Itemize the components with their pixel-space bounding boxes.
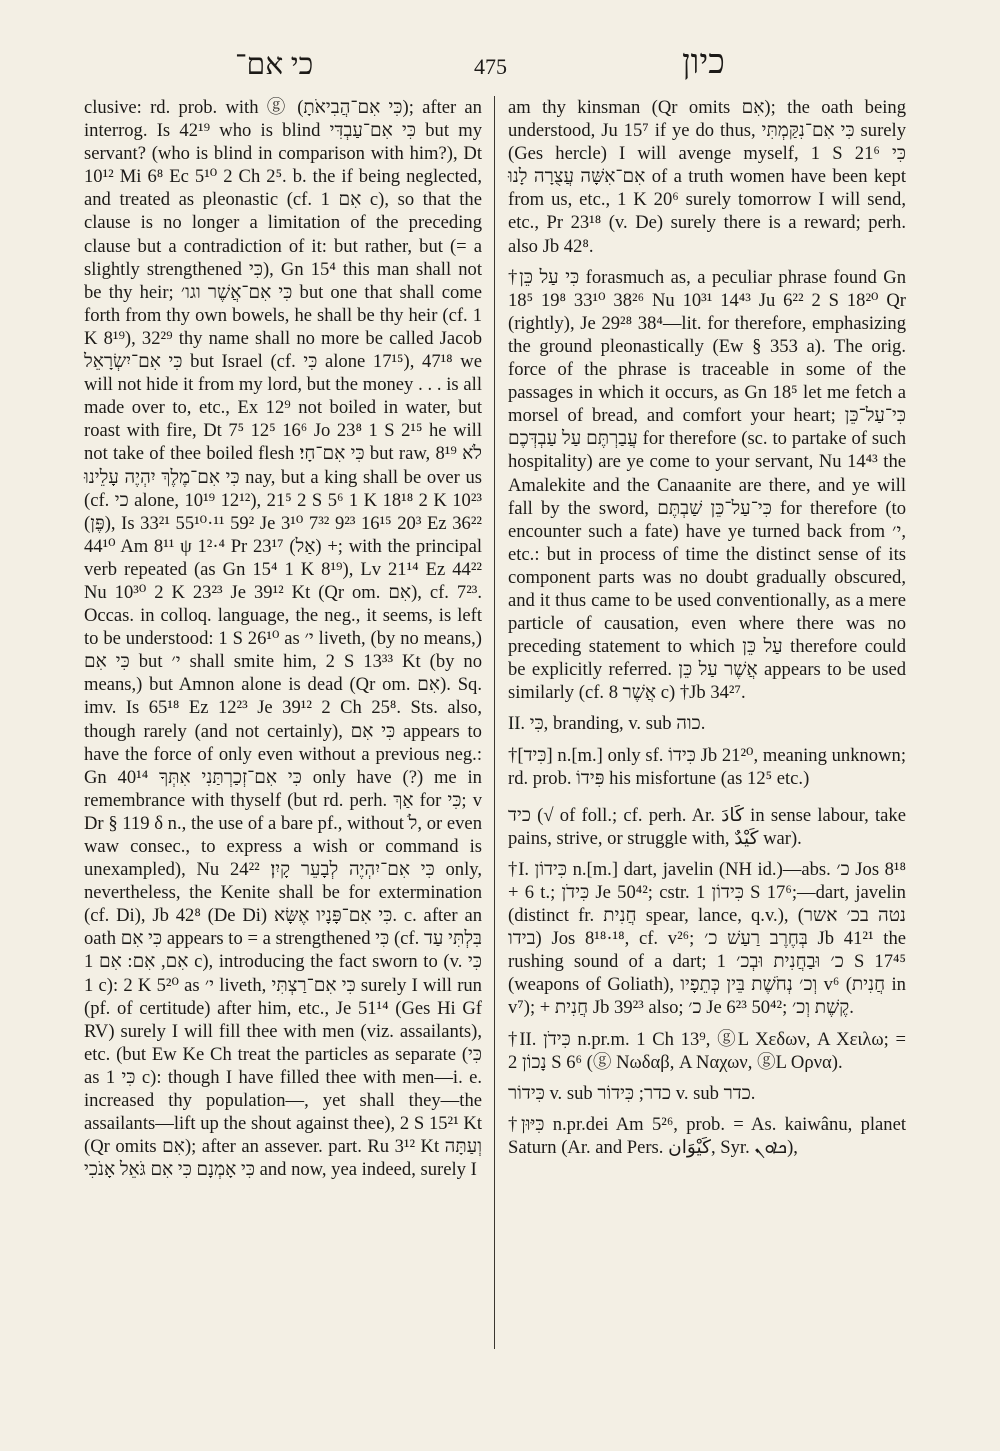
- entry-ki-branding: II. כִּי, branding, v. sub כוה.: [508, 713, 706, 735]
- column-divider: [494, 96, 495, 1349]
- entry-kid-root: כיד (√ of foll.; cf. perh. Ar. كَادَ in sense labour, take pains, strive, or struggle with, كَيْدٌ war).: [508, 804, 906, 849]
- right-column: [508, 96, 906, 1159]
- entry-kidon-dart: †I. כִּידוֹן n.[m.] dart, javelin (NH id.)—abs. כ׳ Jos 8¹⁸ + 6 t.; כִּידֹן Je 50⁴²; cstr. כִּידוֹן 1 S 17⁶;—dart, javelin (distinct fr. חֲנִית spear, lance, q.v.), (נטה בכ׳ אשר בידו) Jos 8¹⁸·¹⁸, cf. v²⁶; בְּחֶרֶב רַעַשׁ כ׳ Jb 41²¹ the rushing sound of a dart; כ׳ וּבַחֲנִית וּבְכ׳ 1 S 17⁴⁵ (weapons of Goliath), וְכ׳ נְחֹשֶׁת בֵּין כְּתֵפָיו v⁶ (חֲנִית in v⁷); + חֲנִית Jb 39²³ also; כ׳ Je 6²³ 50⁴²; קֶשֶׁת וְכ׳.: [508, 858, 906, 1019]
- header-left-keyword: כי אם־: [235, 48, 314, 81]
- left-column-text: clusive: rd. prob. with ⓖ (כִּי אִם־הֲבִיאֹתָ); after an interrog. Is 42¹⁹ who is blind כִּי אִם־עַבְדִּי but my servant? (who is blind in comparison with him?), Dt 10¹² Mi 6⁸ Ec 5¹⁰ 2 Ch 2⁵. b. the if being neglected, and treated as pleonastic (cf. אִם 1 c), so that the clause is no longer a limitation of the preceding clause but a contradiction of it: but rather, but (= a slightly strengthened כִּי), Gn 15⁴ this man shall not be thy heir; כִּי אִם־אֲשֶׁר וגו׳ but one that shall come forth from thy own bowels, he shall be thy heir (cf. 1 K 8¹⁹), 32²⁹ thy name shall no more be called Jacob כִּי אִם־יִשְׂרָאֵל but Israel (cf. כִּי alone 17¹⁵), 47¹⁸ we will not hide it from my lord, but the money . . . is all made over to, etc., Ex 12⁹ not boiled in water, but roast with fire, Dt 7⁵ 12⁵ 16⁶ Jo 23⁸ 1 S 2¹⁵ he will not take of thee boiled flesh כִּי אִם־חָי׃ but raw, 8¹⁹ לֹא כִּי אִם־מֶלֶךְ יִהְיֶה עָלֵינוּ nay, but a king shall be over us (cf. כי alone, 10¹⁹ 12¹²), 21⁵ 2 S 5⁶ 1 K 18¹⁸ 2 K 10²³ (פֶּן), Is 33²¹ 55¹⁰·¹¹ 59² Je 3¹⁰ 7³² 9²³ 16¹⁵ 20³ Ez 36²² 44¹⁰ Am 8¹¹ ψ 1²·⁴ Pr 23¹⁷ (אַל) +; with the principal verb repeated (as Gn 15⁴ 1 K 8¹⁹), Lv 21¹⁴ Ez 44²² Nu 10³⁰ 2 K 23²³ Je 39¹² Kt (Qr om. אִם), cf. 7²³. Occas. in colloq. language, the neg., it seems, is left to be understood: 1 S 26¹⁰ as י׳ liveth, (by no means,) כִּי אִם but י׳ shall smite him, 2 S 13³³ Kt (by no means,) but Amnon alone is dead (Qr om. אִם). Sq. imv. Is 65¹⁸ Ez 12²³ Je 39¹² 2 Ch 25⁸. Sts. also, though rarely (and not certainly), כִּי אִם appears to have the force of only even without a previous neg.: Gn 40¹⁴ כִּי אִם־זְכַרְתַּנִי אִתְּךָ only have (?) me in remembrance with thyself (but rd. perh. אַךְ for כִּי; v Dr § 119 δ n., the use of a bare pf., without לֹ, or even waw consec., to express a wish or command is unexampled), Nu 24²² כִּי אִם־יִהְיֶה לְבָעֵר קָיִן׃ only, nevertheless, the Kenite shall be for extermination (cf. Di), Jb 42⁸ (De Di) כִּי אִם־פָּנָיו אֶשָּׂא. c. after an oath כִּי אִם appears to = a strengthened כִּי (cf. בִּלְתִּי עַד אִם, אִם: אִם 1 c), introducing the fact sworn to (v. כִּי 1 c): 2 K 5²⁰ as י׳ liveth, כִּי אִם־רַצְתִּי surely I will run (pf. of certitude) after him, etc., Je 51¹⁴ (Ges Hi Gf RV) surely I will fill thee with men (viz. assailants), etc. (but Ew Ke Ch treat the particles as separate (כִּי as כִּי 1 c): though I have filled thee with men—i. e. increased thy population—, yet shall they—the assailants—lift up the shout against thee), 2 S 15²¹ Kt (Qr omits אִם); after an assever. part. Ru 3¹² Kt וְעַתָּה כִּי אָמְנָם כִּי אִם גֹּאֵל אָנֹכִי and now, yea indeed, surely I: [84, 97, 483, 1181]
- entry-oath-continuation: am thy kinsman (Qr omits אִם); the oath being understood, Ju 15⁷ if ye do thus, כִּי אִם־נִקַּמְתִּי surely (Ges hercle) I will avenge myself, 1 S 21⁶ כִּי אִם־אִשָּׁה עֲצֻרָה לָנוּ of a truth women have been kept from us, etc., 1 K 20⁶ surely tomorrow I will send, etc., Pr 23¹⁸ (v. De) surely there is a reward; perh. also Jb 42⁸.: [508, 97, 906, 257]
- header-right-keyword: כיון: [682, 44, 725, 81]
- entry-kidor: כִּידוֹר v. sub כדר; כִּידוֹר v. sub כדר.: [508, 1082, 756, 1104]
- entry-kidon-proper-name: †II. כִּידֹן n.pr.m. 1 Ch 13⁹, ⓖL Χεδων, A Χειλω; = נָכוֹן 2 S 6⁶ (ⓖ Νωδαβ, A Ναχων, ⓖL Ορνα).: [508, 1028, 906, 1073]
- left-column: [84, 96, 482, 1181]
- entry-kid-noun: †[כִּיד] n.[m.] only sf. כִּידוֹ Jb 21²⁰, meaning unknown; rd. prob. פִּידוֹ his misfortune (as 12⁵ etc.): [508, 744, 906, 789]
- page-number: 475: [474, 54, 507, 79]
- entry-kiyyun: †כִּיּוּן n.pr.dei Am 5²⁶, prob. = As. kaiwânu, planet Saturn (Ar. and Pers. كَيْوَان, Syr. ܟܐܘܢ),: [508, 1113, 907, 1158]
- entry-ki-al-ken: †כִּי עַל כֵּן forasmuch as, a peculiar phrase found Gn 18⁵ 19⁸ 33¹⁰ 38²⁶ Nu 10³¹ 14⁴³ Ju 6²² 2 S 18²⁰ Qr (rightly), Je 29²⁸ 38⁴—lit. for therefore, emphasizing the ground pleonastically (Ew § 353 a). The orig. force of the phrase is traceable in some of the passages in which it occurs, as Gn 18⁵ let me fetch a morsel of bread, and comfort your heart; כִּי־עַל־כֵּן עֲבַרְתֶּם עַל עַבְדְּכֶם for therefore (sc. to partake of such hospitality) are ye come to your servant, Nu 14⁴³ the Amalekite and the Canaanite are there, and ye will fall by the sword, כִּי־עַל־כֵּן שַׁבְתֶּם for therefore (to encounter such a fate) have ye turned back from י׳, etc.: but in process of time the distinct sense of its component parts was no doubt gradually obscured, and it thus came to be used conventionally, as a mere particle of causation, even where there was no preceding statement to which עַל כֵּן therefore could be explicitly referred. אֲשֶׁר עַל כֵּן appears to be used similarly (cf. אֲשֶׁר 8 c) †Jb 34²⁷.: [508, 266, 907, 704]
